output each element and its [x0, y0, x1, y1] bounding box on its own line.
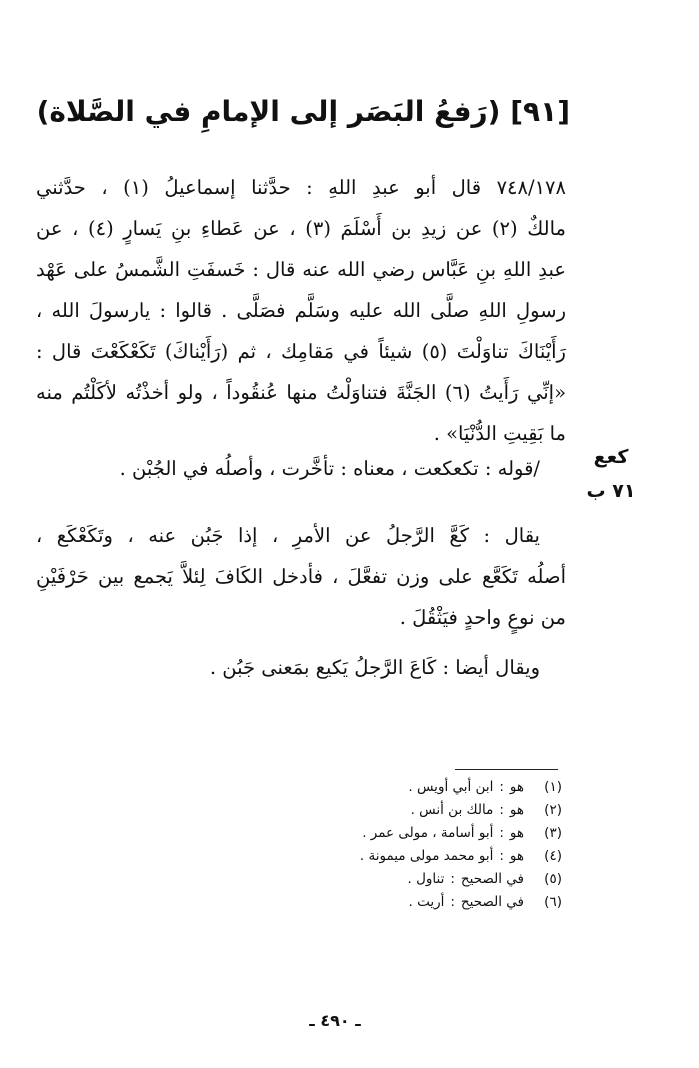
footnote-separator: : [499, 825, 504, 841]
also-paragraph [36, 647, 566, 688]
also-line: ويقال أيضا : كَاعَ الرَّجلُ يَكيع بمَعنى جَبُن . [209, 656, 540, 679]
footnote-text: أريت . [408, 894, 445, 910]
hadith-line: ٧٤٨/١٧٨ قال أبو عبدِ اللهِ : حدَّثنا إسماعيلُ (١) ، حدَّثني [36, 176, 566, 199]
footnote [250, 799, 562, 822]
page-number: ـ ٤٩٠ ـ [309, 1011, 361, 1030]
explanation-line: يقال : كَعَّ الرَّجلُ عن الأمرِ ، إذا جَبُن عنه ، وتَكَعْكَع ، [36, 524, 540, 547]
footnote-subject: في الصحيح [460, 894, 524, 910]
footnote [250, 868, 562, 891]
footnote-separator: : [499, 802, 504, 818]
footnote-divider [455, 769, 558, 770]
footnote-subject: هو [509, 825, 524, 841]
footnote-number: (٣) [544, 825, 562, 841]
footnote-number: (٥) [544, 871, 562, 887]
footnote-separator: : [499, 848, 504, 864]
footnote [250, 891, 562, 914]
footnote [250, 776, 562, 799]
hadith-text [36, 167, 566, 454]
explanation-line: أصلُه تَكَعَّع على وزن تفعَّلَ ، فأدخل الكَافَ لِئلاَّ يَجمع بين حَرْفَيْنِ [36, 565, 566, 588]
footnote-subject: هو [509, 848, 524, 864]
margin-folio: ٧١ ب [586, 480, 636, 502]
footnote-separator: : [450, 894, 455, 910]
gloss-line: /قوله : تكعكعت ، معناه : تأخَّرت ، وأصلُه في الجُبْن . [119, 457, 540, 480]
footnote-text: تناول . [407, 871, 445, 887]
hadith-line: رسولِ اللهِ صلَّى الله عليه وسَلَّم فصَلَّى . قالوا : يارسولَ الله ، [36, 299, 566, 322]
gloss-paragraph [36, 448, 566, 489]
explanation-paragraph [36, 515, 566, 638]
footnote-text: مالك بن أنس . [410, 802, 494, 818]
margin-keyword: كعع [593, 446, 629, 468]
hadith-line: ما بَقِيتِ الدُّنْيَا» . [433, 422, 566, 445]
margin-note [576, 440, 646, 508]
footnote-number: (٢) [544, 802, 562, 818]
footnote-number: (٤) [544, 848, 562, 864]
footnote-subject: في الصحيح [460, 871, 524, 887]
footnote-text: أبو أسامة ، مولى عمر . [362, 825, 494, 841]
footnote-text: أبو محمد مولى ميمونة . [359, 848, 494, 864]
footnote [250, 822, 562, 845]
hadith-line: «إنِّي رَأَيتُ (٦) الجَنَّةَ فتناوَلْتُ منها عُنقُوداً ، ولو أخذْتُه لأكَلْتُم منه [36, 381, 566, 404]
footnote-subject: هو [509, 779, 524, 795]
footnote-number: (١) [544, 779, 562, 795]
footnote [250, 845, 562, 868]
footnote-separator: : [450, 871, 455, 887]
hadith-line: رَأَيْنَاكَ تناوَلْتَ (٥) شيئاً في مَقامِك ، ثم (رَأَيْناكَ) تَكَعْكَعْتَ قال : [36, 340, 566, 363]
hadith-line: مالكٌ (٢) عن زيدِ بن أَسْلَمَ (٣) ، عن عَطاءِ بنِ يَسارٍ (٤) ، عن [36, 217, 566, 240]
footnote-number: (٦) [544, 894, 562, 910]
footnote-text: ابن أبي أويس . [408, 779, 494, 795]
footnote-subject: هو [509, 802, 524, 818]
hadith-line: عبدِ اللهِ بنِ عَبَّاس رضي الله عنه قال : خَسفَتِ الشَّمسُ على عَهْد [36, 258, 566, 281]
chapter-heading: [٩١] (رَفعُ البَصَر إلى الإمامِ في الصَّلاة) [36, 95, 570, 128]
footnote-separator: : [499, 779, 504, 795]
footnotes [250, 776, 562, 914]
explanation-line: من نوعٍ واحدٍ فيَثْقُلَ . [399, 606, 566, 629]
